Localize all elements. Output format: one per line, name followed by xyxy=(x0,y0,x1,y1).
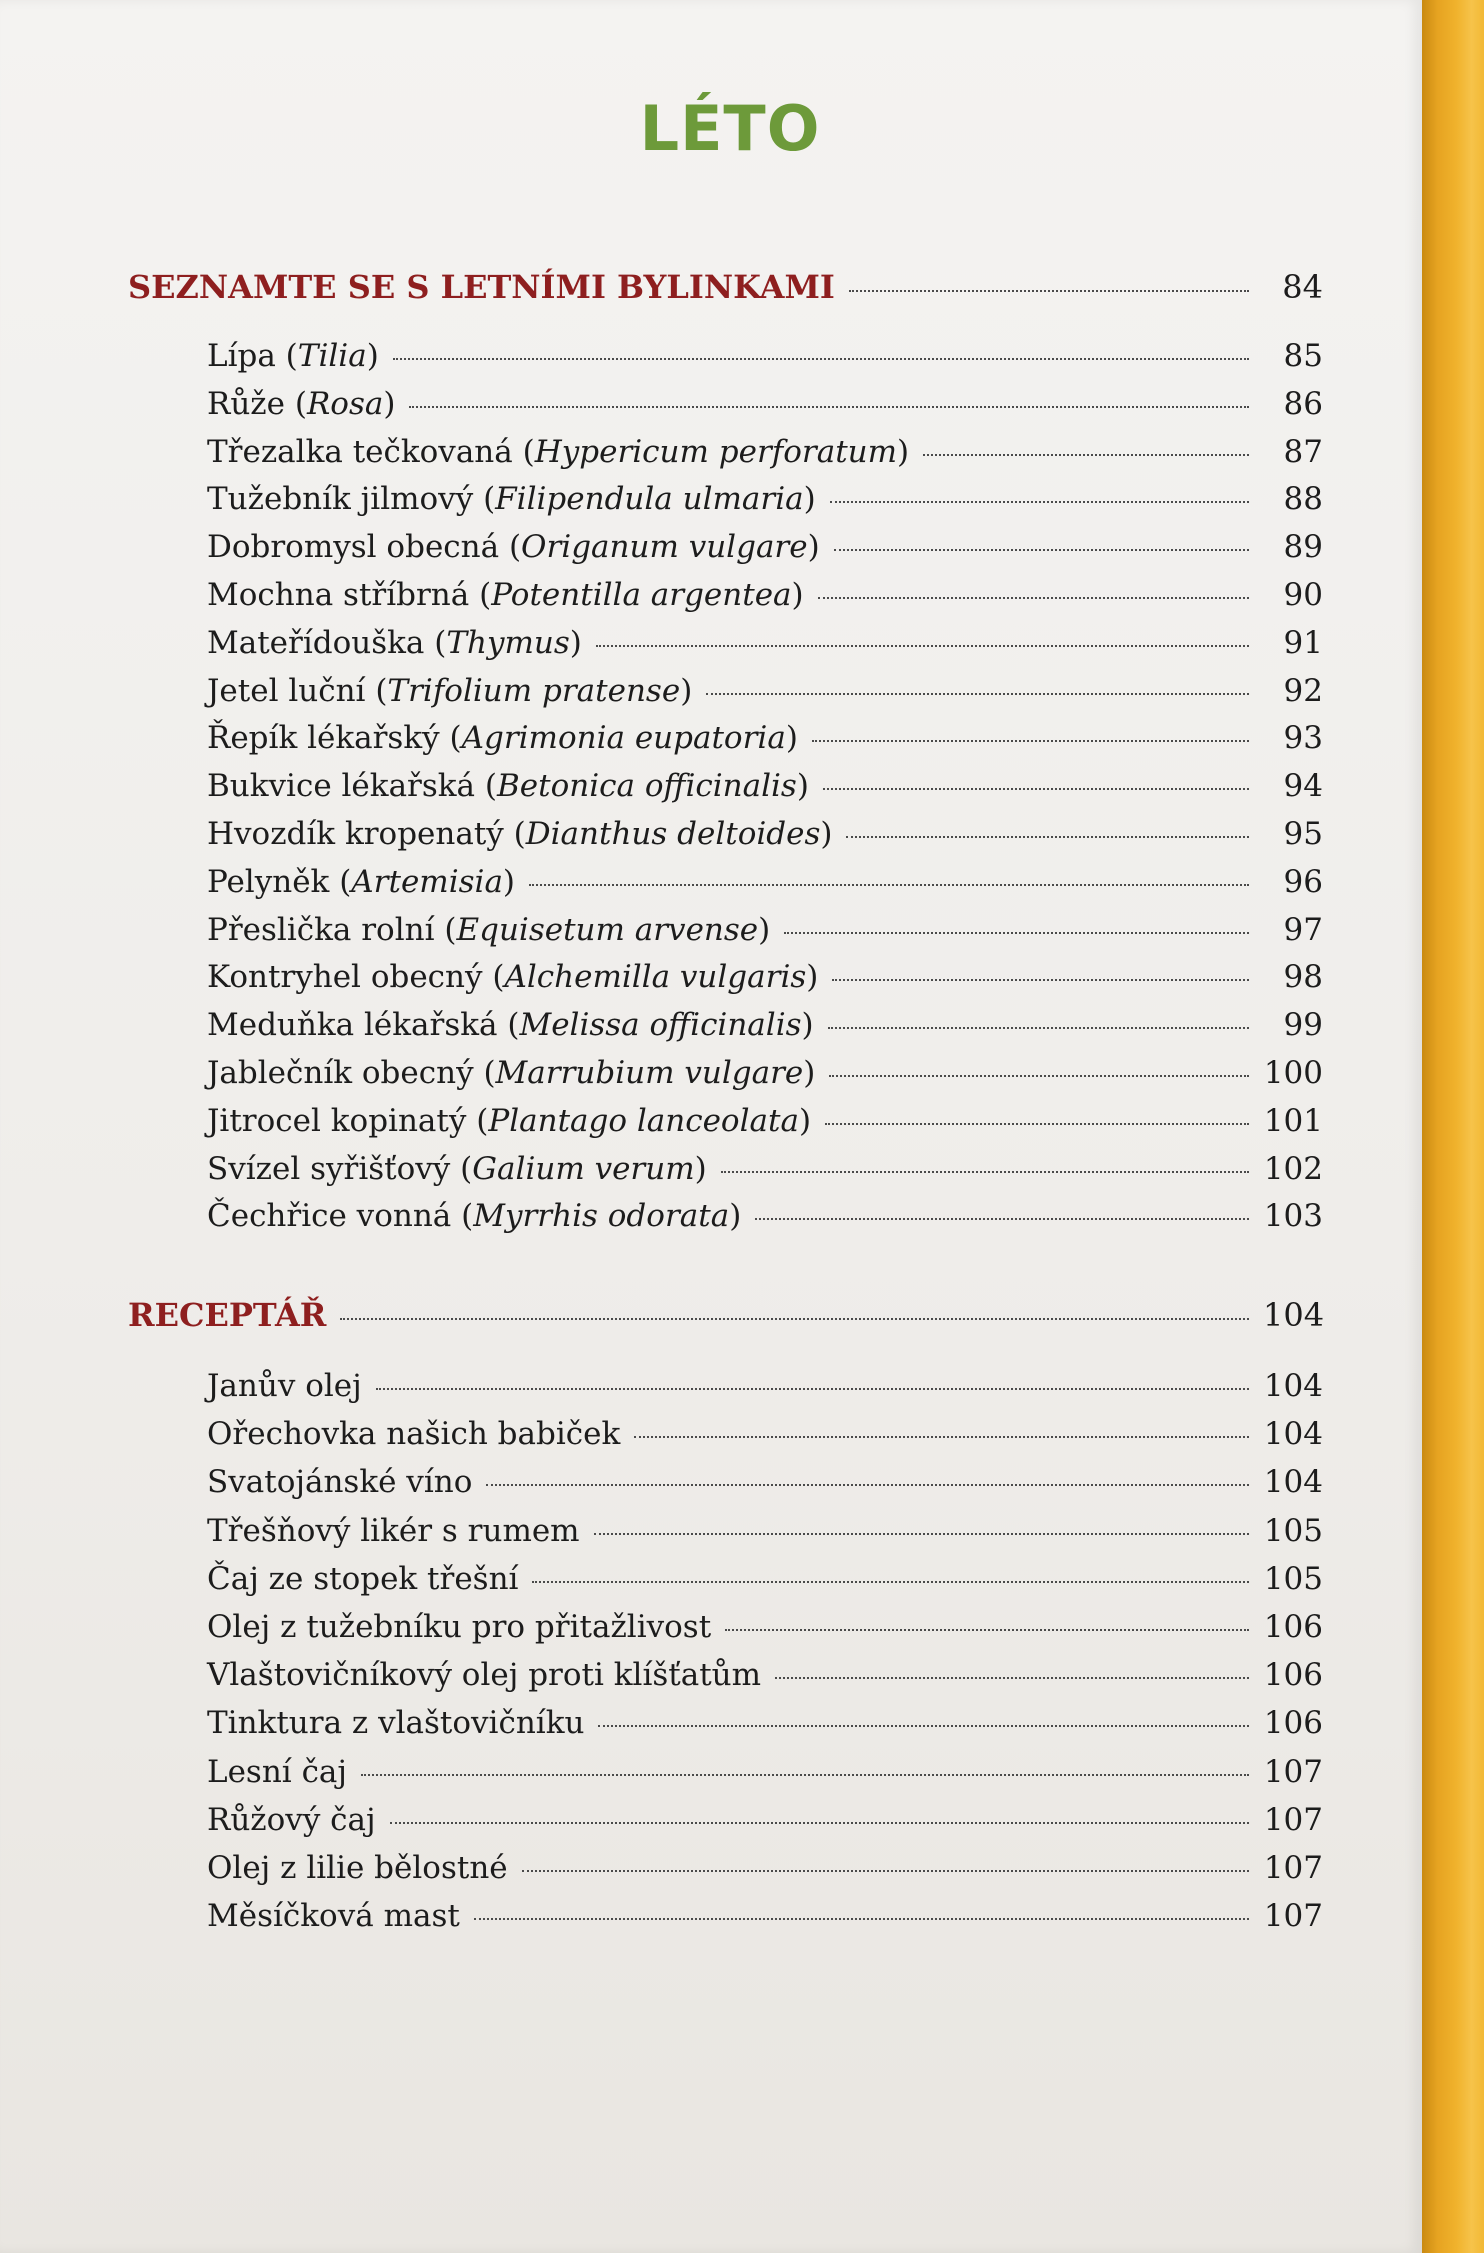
toc-entry[interactable] xyxy=(207,481,1323,517)
entry-latin-name: Plantago lanceolata xyxy=(488,1103,799,1139)
toc-entry-label xyxy=(207,1705,584,1741)
entry-page-number: 106 xyxy=(1263,1609,1323,1645)
dot-leader xyxy=(594,1533,1249,1535)
entry-name: Lesní čaj xyxy=(207,1754,348,1790)
toc-entry[interactable] xyxy=(207,816,1323,852)
toc-entry[interactable] xyxy=(207,1705,1323,1741)
dot-leader xyxy=(409,406,1249,408)
toc-entry[interactable] xyxy=(207,673,1323,709)
toc-entry[interactable] xyxy=(207,1368,1323,1404)
dot-leader xyxy=(828,1027,1249,1029)
dot-leader xyxy=(834,549,1249,551)
entry-name: Pelyněk ( xyxy=(207,864,352,900)
entry-name: Jablečník obecný ( xyxy=(207,1055,496,1091)
entry-page-number: 94 xyxy=(1283,768,1323,804)
entry-page-number: 107 xyxy=(1263,1754,1323,1790)
toc-entry[interactable] xyxy=(207,1754,1323,1790)
toc-entry-label xyxy=(207,1103,811,1139)
dot-leader xyxy=(830,501,1249,503)
entry-close-paren: ) xyxy=(569,625,582,661)
toc-entry[interactable] xyxy=(207,1802,1323,1838)
entry-page-number: 103 xyxy=(1263,1198,1323,1234)
entry-page-number: 90 xyxy=(1283,577,1323,613)
entry-name: Tinktura z vlaštovičníku xyxy=(207,1705,585,1741)
toc-entry-label xyxy=(207,1055,815,1091)
dot-leader xyxy=(923,454,1249,456)
dot-leader xyxy=(812,740,1249,742)
dot-leader xyxy=(340,1318,1249,1320)
section-page-number: 84 xyxy=(1282,268,1323,306)
toc-entry[interactable] xyxy=(207,864,1323,900)
toc-entry[interactable] xyxy=(207,1898,1323,1934)
entry-page-number: 86 xyxy=(1283,386,1323,422)
dot-leader xyxy=(775,1677,1249,1679)
toc-entry-label xyxy=(207,1464,472,1500)
section-heading-label: RECEPTÁŘ xyxy=(128,1296,327,1334)
entry-page-number: 107 xyxy=(1263,1850,1323,1886)
entry-page-number: 88 xyxy=(1283,481,1323,517)
entry-name: Jetel luční ( xyxy=(207,673,388,709)
entry-name: Růže ( xyxy=(207,386,307,422)
toc-entry[interactable] xyxy=(207,1416,1323,1452)
toc-entry-label xyxy=(207,481,816,517)
toc-entry-label xyxy=(207,625,582,661)
section-page-number: 104 xyxy=(1263,1296,1325,1334)
entry-name: Bukvice lékařská ( xyxy=(207,768,497,804)
toc-entry-label xyxy=(207,1850,508,1886)
entry-name: Svatojánské víno xyxy=(207,1464,473,1500)
toc-entry[interactable] xyxy=(207,529,1323,565)
entry-page-number: 87 xyxy=(1283,434,1323,470)
entry-page-number: 97 xyxy=(1283,912,1323,948)
toc-entry-label xyxy=(207,338,379,374)
entry-page-number: 106 xyxy=(1263,1705,1323,1741)
entry-latin-name: Hypericum perforatum xyxy=(534,434,898,470)
dot-leader xyxy=(829,1075,1249,1077)
toc-entry[interactable] xyxy=(207,434,1323,470)
entry-page-number: 85 xyxy=(1283,338,1323,374)
entry-name: Třešňový likér s rumem xyxy=(207,1513,580,1549)
entry-name: Dobromysl obecná ( xyxy=(207,529,522,565)
entry-latin-name: Potentilla argentea xyxy=(491,577,792,613)
entry-close-paren: ) xyxy=(785,720,798,756)
entry-latin-name: Marrubium vulgare xyxy=(495,1055,804,1091)
entry-name: Třezalka tečkovaná ( xyxy=(207,434,535,470)
dot-leader xyxy=(818,597,1249,599)
toc-entry-label xyxy=(207,912,770,948)
entry-close-paren: ) xyxy=(729,1198,742,1234)
dot-leader xyxy=(393,358,1249,360)
dot-leader xyxy=(725,1629,1249,1631)
entry-close-paren: ) xyxy=(806,959,819,995)
toc-entry[interactable] xyxy=(207,1561,1323,1597)
entry-page-number: 101 xyxy=(1263,1103,1323,1139)
entry-close-paren: ) xyxy=(502,864,516,900)
entry-close-paren: ) xyxy=(758,912,771,948)
entry-page-number: 89 xyxy=(1283,529,1323,565)
toc-entry-label xyxy=(207,1513,580,1549)
entry-page-number: 99 xyxy=(1283,1007,1323,1043)
entry-page-number: 96 xyxy=(1283,864,1323,900)
entry-page-number: 92 xyxy=(1283,673,1323,709)
entry-name: Janův olej xyxy=(207,1368,362,1404)
toc-entry[interactable] xyxy=(207,720,1323,756)
toc-entry[interactable] xyxy=(207,1850,1323,1886)
toc-entry-label xyxy=(207,1007,814,1043)
toc-entry[interactable] xyxy=(207,1007,1323,1043)
entry-name: Jitrocel kopinatý ( xyxy=(207,1103,489,1139)
dot-leader xyxy=(721,1171,1249,1173)
entry-latin-name: Artemisia xyxy=(351,864,503,900)
toc-entry-label xyxy=(207,1754,347,1790)
entry-page-number: 104 xyxy=(1263,1464,1323,1500)
entry-name: Svízel syřišťový ( xyxy=(207,1151,473,1187)
entry-name: Mateřídouška ( xyxy=(207,625,447,661)
toc-entry-label xyxy=(207,1657,761,1693)
entry-close-paren: ) xyxy=(366,338,379,374)
dot-leader xyxy=(825,1123,1249,1125)
toc-entry-label xyxy=(207,1898,460,1934)
section-heading[interactable] xyxy=(128,268,1323,306)
dot-leader xyxy=(390,1822,1249,1824)
toc-entry-label xyxy=(207,1561,518,1597)
entry-close-paren: ) xyxy=(820,816,833,852)
entry-name: Tužebník jilmový ( xyxy=(207,481,496,517)
entry-name: Meduňka lékařská ( xyxy=(207,1007,520,1043)
entry-latin-name: Trifolium pratense xyxy=(387,673,681,709)
entry-latin-name: Origanum vulgare xyxy=(521,529,808,565)
dot-leader xyxy=(361,1774,1249,1776)
toc-entry-label xyxy=(207,434,909,470)
entry-name: Přeslička rolní ( xyxy=(207,912,457,948)
toc-entry[interactable] xyxy=(207,1464,1323,1500)
dot-leader xyxy=(846,836,1249,838)
toc-entry-label xyxy=(207,864,515,900)
toc-entry-label xyxy=(207,1609,711,1645)
entry-latin-name: Alchemilla vulgaris xyxy=(504,959,807,995)
dot-leader xyxy=(522,1870,1249,1872)
entry-latin-name: Filipendula ulmaria xyxy=(495,481,804,517)
entry-name: Ořechovka našich babiček xyxy=(207,1416,621,1452)
entry-name: Mochna stříbrná ( xyxy=(207,577,492,613)
entry-latin-name: Melissa officinalis xyxy=(519,1007,802,1043)
dot-leader xyxy=(486,1484,1249,1486)
toc-entry-label xyxy=(207,1368,362,1404)
dot-leader xyxy=(376,1388,1249,1390)
toc-entry[interactable] xyxy=(207,1103,1323,1139)
toc-entry-label xyxy=(207,816,832,852)
toc-entry[interactable] xyxy=(207,912,1323,948)
toc-entry-label xyxy=(207,673,692,709)
entry-close-paren: ) xyxy=(798,1103,812,1139)
entry-name: Lípa ( xyxy=(207,338,298,374)
entry-name: Čaj ze stopek třešní xyxy=(207,1561,519,1597)
toc-entry[interactable] xyxy=(207,1609,1323,1645)
entry-page-number: 98 xyxy=(1283,959,1323,995)
toc-entry-label xyxy=(207,1416,620,1452)
dot-leader xyxy=(832,979,1249,981)
toc-entry-label xyxy=(207,959,818,995)
entry-close-paren: ) xyxy=(796,768,809,804)
section-heading[interactable] xyxy=(128,1296,1323,1334)
entry-name: Vlaštovičníkový olej proti klíšťatům xyxy=(207,1657,762,1693)
entry-close-paren: ) xyxy=(791,577,804,613)
entry-page-number: 104 xyxy=(1263,1368,1323,1404)
entry-name: Růžový čaj xyxy=(207,1802,376,1838)
entry-name: Olej z lilie bělostné xyxy=(207,1850,508,1886)
entry-page-number: 105 xyxy=(1263,1561,1323,1597)
dot-leader xyxy=(755,1218,1249,1220)
entry-name: Hvozdík kropenatý ( xyxy=(207,816,526,852)
entry-close-paren: ) xyxy=(801,1007,814,1043)
entry-latin-name: Agrimonia eupatoria xyxy=(461,720,786,756)
dot-leader xyxy=(474,1918,1249,1920)
entry-close-paren: ) xyxy=(897,434,910,470)
entry-close-paren: ) xyxy=(803,1055,816,1091)
entry-page-number: 102 xyxy=(1263,1151,1323,1187)
entry-latin-name: Betonica officinalis xyxy=(497,768,797,804)
entry-latin-name: Equisetum arvense xyxy=(456,912,759,948)
toc-entry[interactable] xyxy=(207,1151,1323,1187)
toc-entry[interactable] xyxy=(207,959,1323,995)
entry-latin-name: Rosa xyxy=(306,386,384,422)
entry-latin-name: Galium verum xyxy=(472,1151,695,1187)
toc-entry[interactable] xyxy=(207,1513,1323,1549)
entry-name: Čechřice vonná ( xyxy=(207,1198,474,1234)
dot-leader xyxy=(529,884,1249,886)
toc-entry[interactable] xyxy=(207,1055,1323,1091)
toc-entry-label xyxy=(207,1198,741,1234)
dot-leader xyxy=(532,1581,1249,1583)
entry-name: Olej z tužebníku pro přitažlivost xyxy=(207,1609,712,1645)
dot-leader xyxy=(706,693,1249,695)
dot-leader xyxy=(598,1725,1249,1727)
toc-entry[interactable] xyxy=(207,577,1323,613)
toc-entry-label xyxy=(207,386,395,422)
entry-close-paren: ) xyxy=(803,481,816,517)
toc-entry[interactable] xyxy=(207,768,1323,804)
entry-page-number: 107 xyxy=(1263,1802,1323,1838)
entry-latin-name: Tilia xyxy=(297,338,367,374)
entry-page-number: 100 xyxy=(1263,1055,1323,1091)
entry-name: Řepík lékařský ( xyxy=(207,720,462,756)
entry-page-number: 93 xyxy=(1283,720,1323,756)
toc-entry[interactable] xyxy=(207,625,1323,661)
entry-page-number: 91 xyxy=(1283,625,1323,661)
dot-leader xyxy=(849,290,1249,292)
entry-close-paren: ) xyxy=(807,529,820,565)
toc-entry[interactable] xyxy=(207,386,1323,422)
entry-close-paren: ) xyxy=(694,1151,707,1187)
entry-latin-name: Myrrhis odorata xyxy=(473,1198,730,1234)
entry-page-number: 104 xyxy=(1263,1416,1323,1452)
toc-entry-label xyxy=(207,1802,376,1838)
section-heading-label: SEZNAMTE SE S LETNÍMI BYLINKAMI xyxy=(128,268,835,306)
dot-leader xyxy=(634,1436,1249,1438)
entry-page-number: 107 xyxy=(1263,1898,1323,1934)
dot-leader xyxy=(596,645,1249,647)
entry-close-paren: ) xyxy=(680,673,693,709)
entry-latin-name: Dianthus deltoides xyxy=(525,816,821,852)
toc-entry-label xyxy=(207,768,809,804)
entry-page-number: 105 xyxy=(1263,1513,1323,1549)
entry-close-paren: ) xyxy=(383,386,396,422)
entry-name: Kontryhel obecný ( xyxy=(207,959,505,995)
page-title: LÉTO xyxy=(639,92,821,165)
toc-entry[interactable] xyxy=(207,338,1323,374)
dot-leader xyxy=(784,932,1249,934)
entry-page-number: 95 xyxy=(1283,816,1323,852)
toc-entry[interactable] xyxy=(207,1198,1323,1234)
dot-leader xyxy=(823,788,1249,790)
entry-latin-name: Thymus xyxy=(446,625,570,661)
entry-name: Měsíčková mast xyxy=(207,1898,460,1934)
entry-page-number: 106 xyxy=(1263,1657,1323,1693)
toc-entry-label xyxy=(207,1151,707,1187)
toc-entry[interactable] xyxy=(207,1657,1323,1693)
page-edge-orange xyxy=(1422,0,1484,2253)
toc-entry-label xyxy=(207,577,804,613)
toc-entry-label xyxy=(207,529,820,565)
toc-entry-label xyxy=(207,720,798,756)
